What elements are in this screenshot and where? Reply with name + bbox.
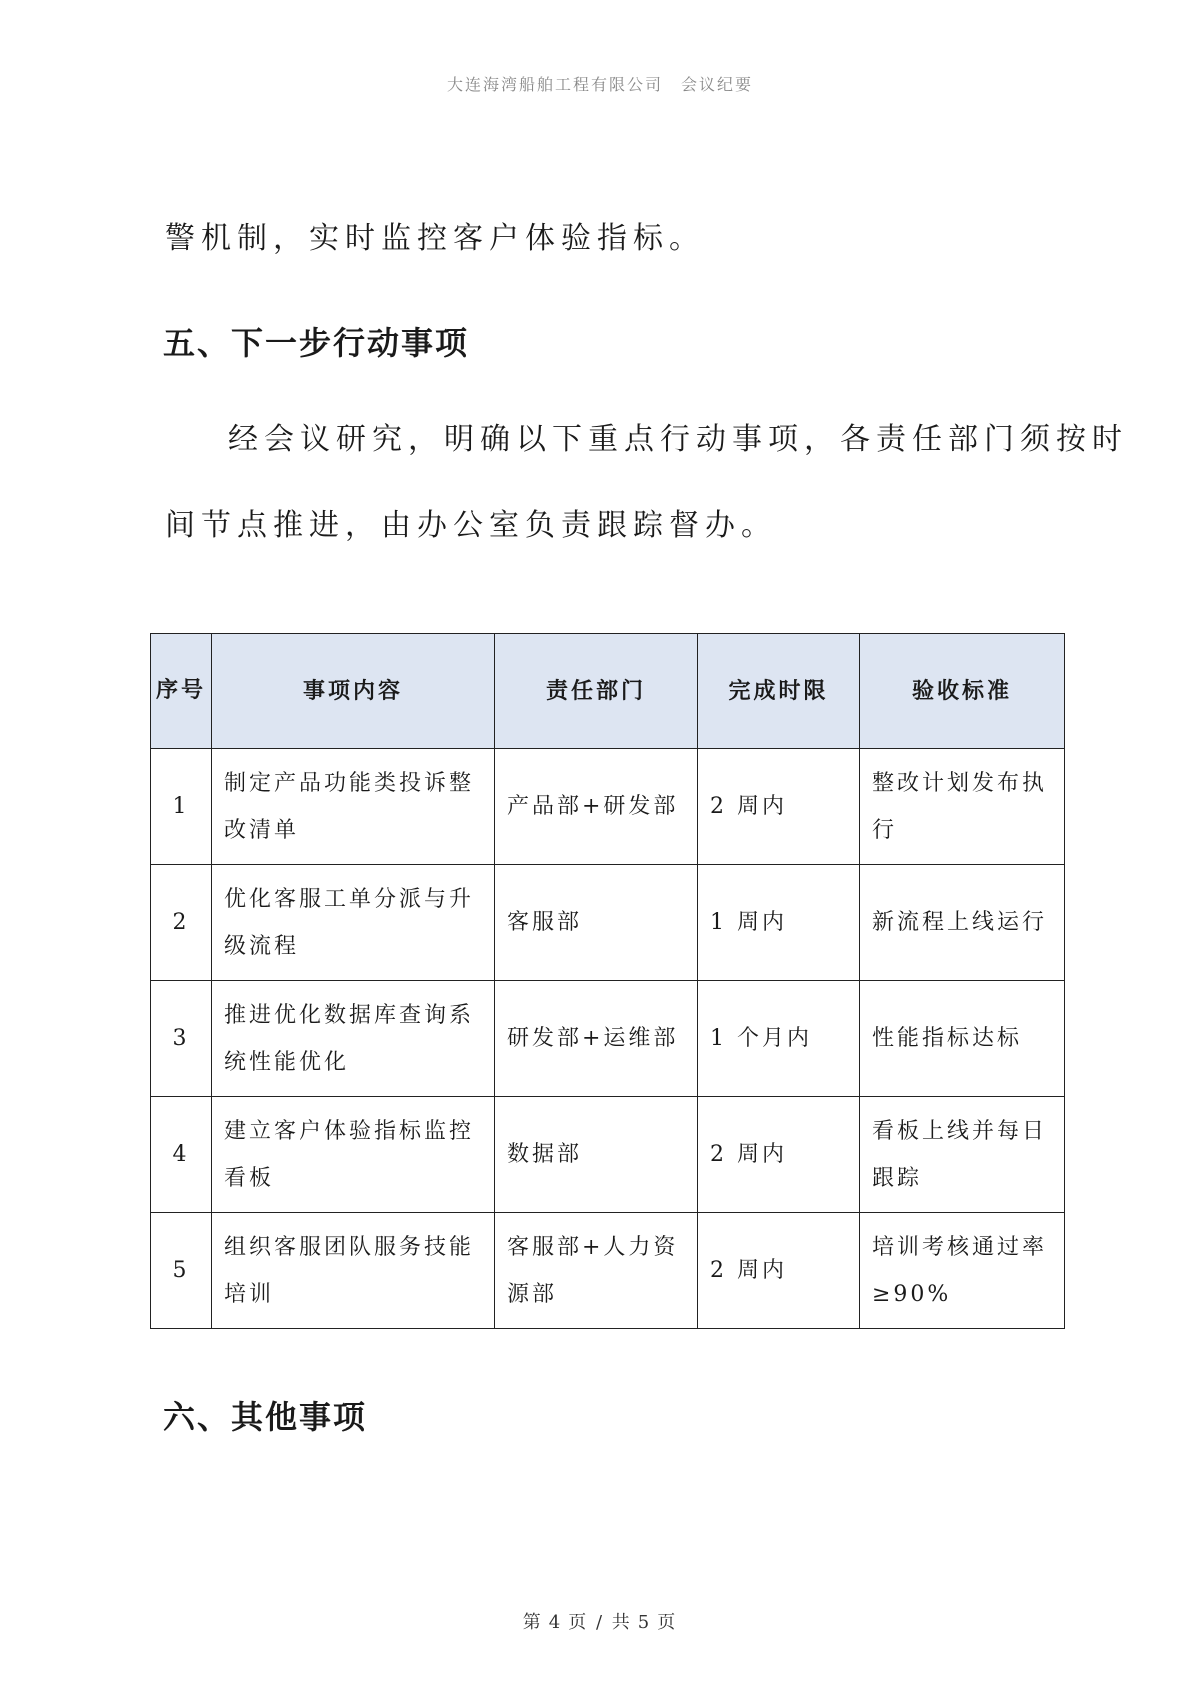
page-header: [0, 72, 1200, 95]
table-row: [151, 1213, 1065, 1329]
row-seq: 3: [151, 981, 212, 1097]
header-seq: 序号: [151, 634, 212, 749]
page-current: 4: [548, 1612, 563, 1633]
row-standard: 整改计划发布执行: [860, 749, 1065, 865]
row-seq: 5: [151, 1213, 212, 1329]
row-item: 建立客户体验指标监控看板: [212, 1097, 495, 1213]
row-deadline: 2 周内: [698, 1097, 860, 1213]
table-header-row: [151, 634, 1065, 749]
company-name: 大连海湾船舶工程有限公司: [446, 75, 663, 94]
continuation-paragraph: 警机制，实时监控客户体验指标。: [165, 221, 705, 256]
section-5-intro-line-2: 间节点推进，由办公室负责跟踪督办。: [165, 508, 777, 543]
header-deadline: 完成时限: [698, 634, 860, 749]
header-item: 事项内容: [212, 634, 495, 749]
header-standard: 验收标准: [860, 634, 1065, 749]
row-deadline: 1 周内: [698, 865, 860, 981]
row-standard: 看板上线并每日跟踪: [860, 1097, 1065, 1213]
section-6-heading: 六、其他事项: [163, 1398, 368, 1436]
document-type: 会议纪要: [681, 75, 754, 94]
row-item: 优化客服工单分派与升级流程: [212, 865, 495, 981]
row-deadline: 2 周内: [698, 749, 860, 865]
row-seq: 2: [151, 865, 212, 981]
page-mid: 页 / 共: [568, 1612, 632, 1633]
table-row: [151, 749, 1065, 865]
row-dept: 客服部+人力资源部: [495, 1213, 698, 1329]
row-deadline: 1 个月内: [698, 981, 860, 1097]
row-standard: 培训考核通过率≥90%: [860, 1213, 1065, 1329]
section-5-intro-line-1: 经会议研究，明确以下重点行动事项，各责任部门须按时: [228, 422, 1128, 457]
header-dept: 责任部门: [495, 634, 698, 749]
page-suffix: 页: [657, 1612, 678, 1633]
row-standard: 新流程上线运行: [860, 865, 1065, 981]
row-item: 组织客服团队服务技能培训: [212, 1213, 495, 1329]
section-5-heading: 五、下一步行动事项: [163, 324, 470, 362]
page-total: 5: [637, 1612, 652, 1633]
row-deadline: 2 周内: [698, 1213, 860, 1329]
table-row: [151, 865, 1065, 981]
action-items-table: [150, 633, 1065, 1329]
row-item: 制定产品功能类投诉整改清单: [212, 749, 495, 865]
row-dept: 产品部+研发部: [495, 749, 698, 865]
page-footer: [0, 1608, 1200, 1634]
row-dept: 数据部: [495, 1097, 698, 1213]
page-prefix: 第: [522, 1612, 543, 1633]
row-dept: 客服部: [495, 865, 698, 981]
table-row: [151, 981, 1065, 1097]
table-row: [151, 1097, 1065, 1213]
row-seq: 4: [151, 1097, 212, 1213]
row-standard: 性能指标达标: [860, 981, 1065, 1097]
row-item: 推进优化数据库查询系统性能优化: [212, 981, 495, 1097]
row-dept: 研发部+运维部: [495, 981, 698, 1097]
row-seq: 1: [151, 749, 212, 865]
